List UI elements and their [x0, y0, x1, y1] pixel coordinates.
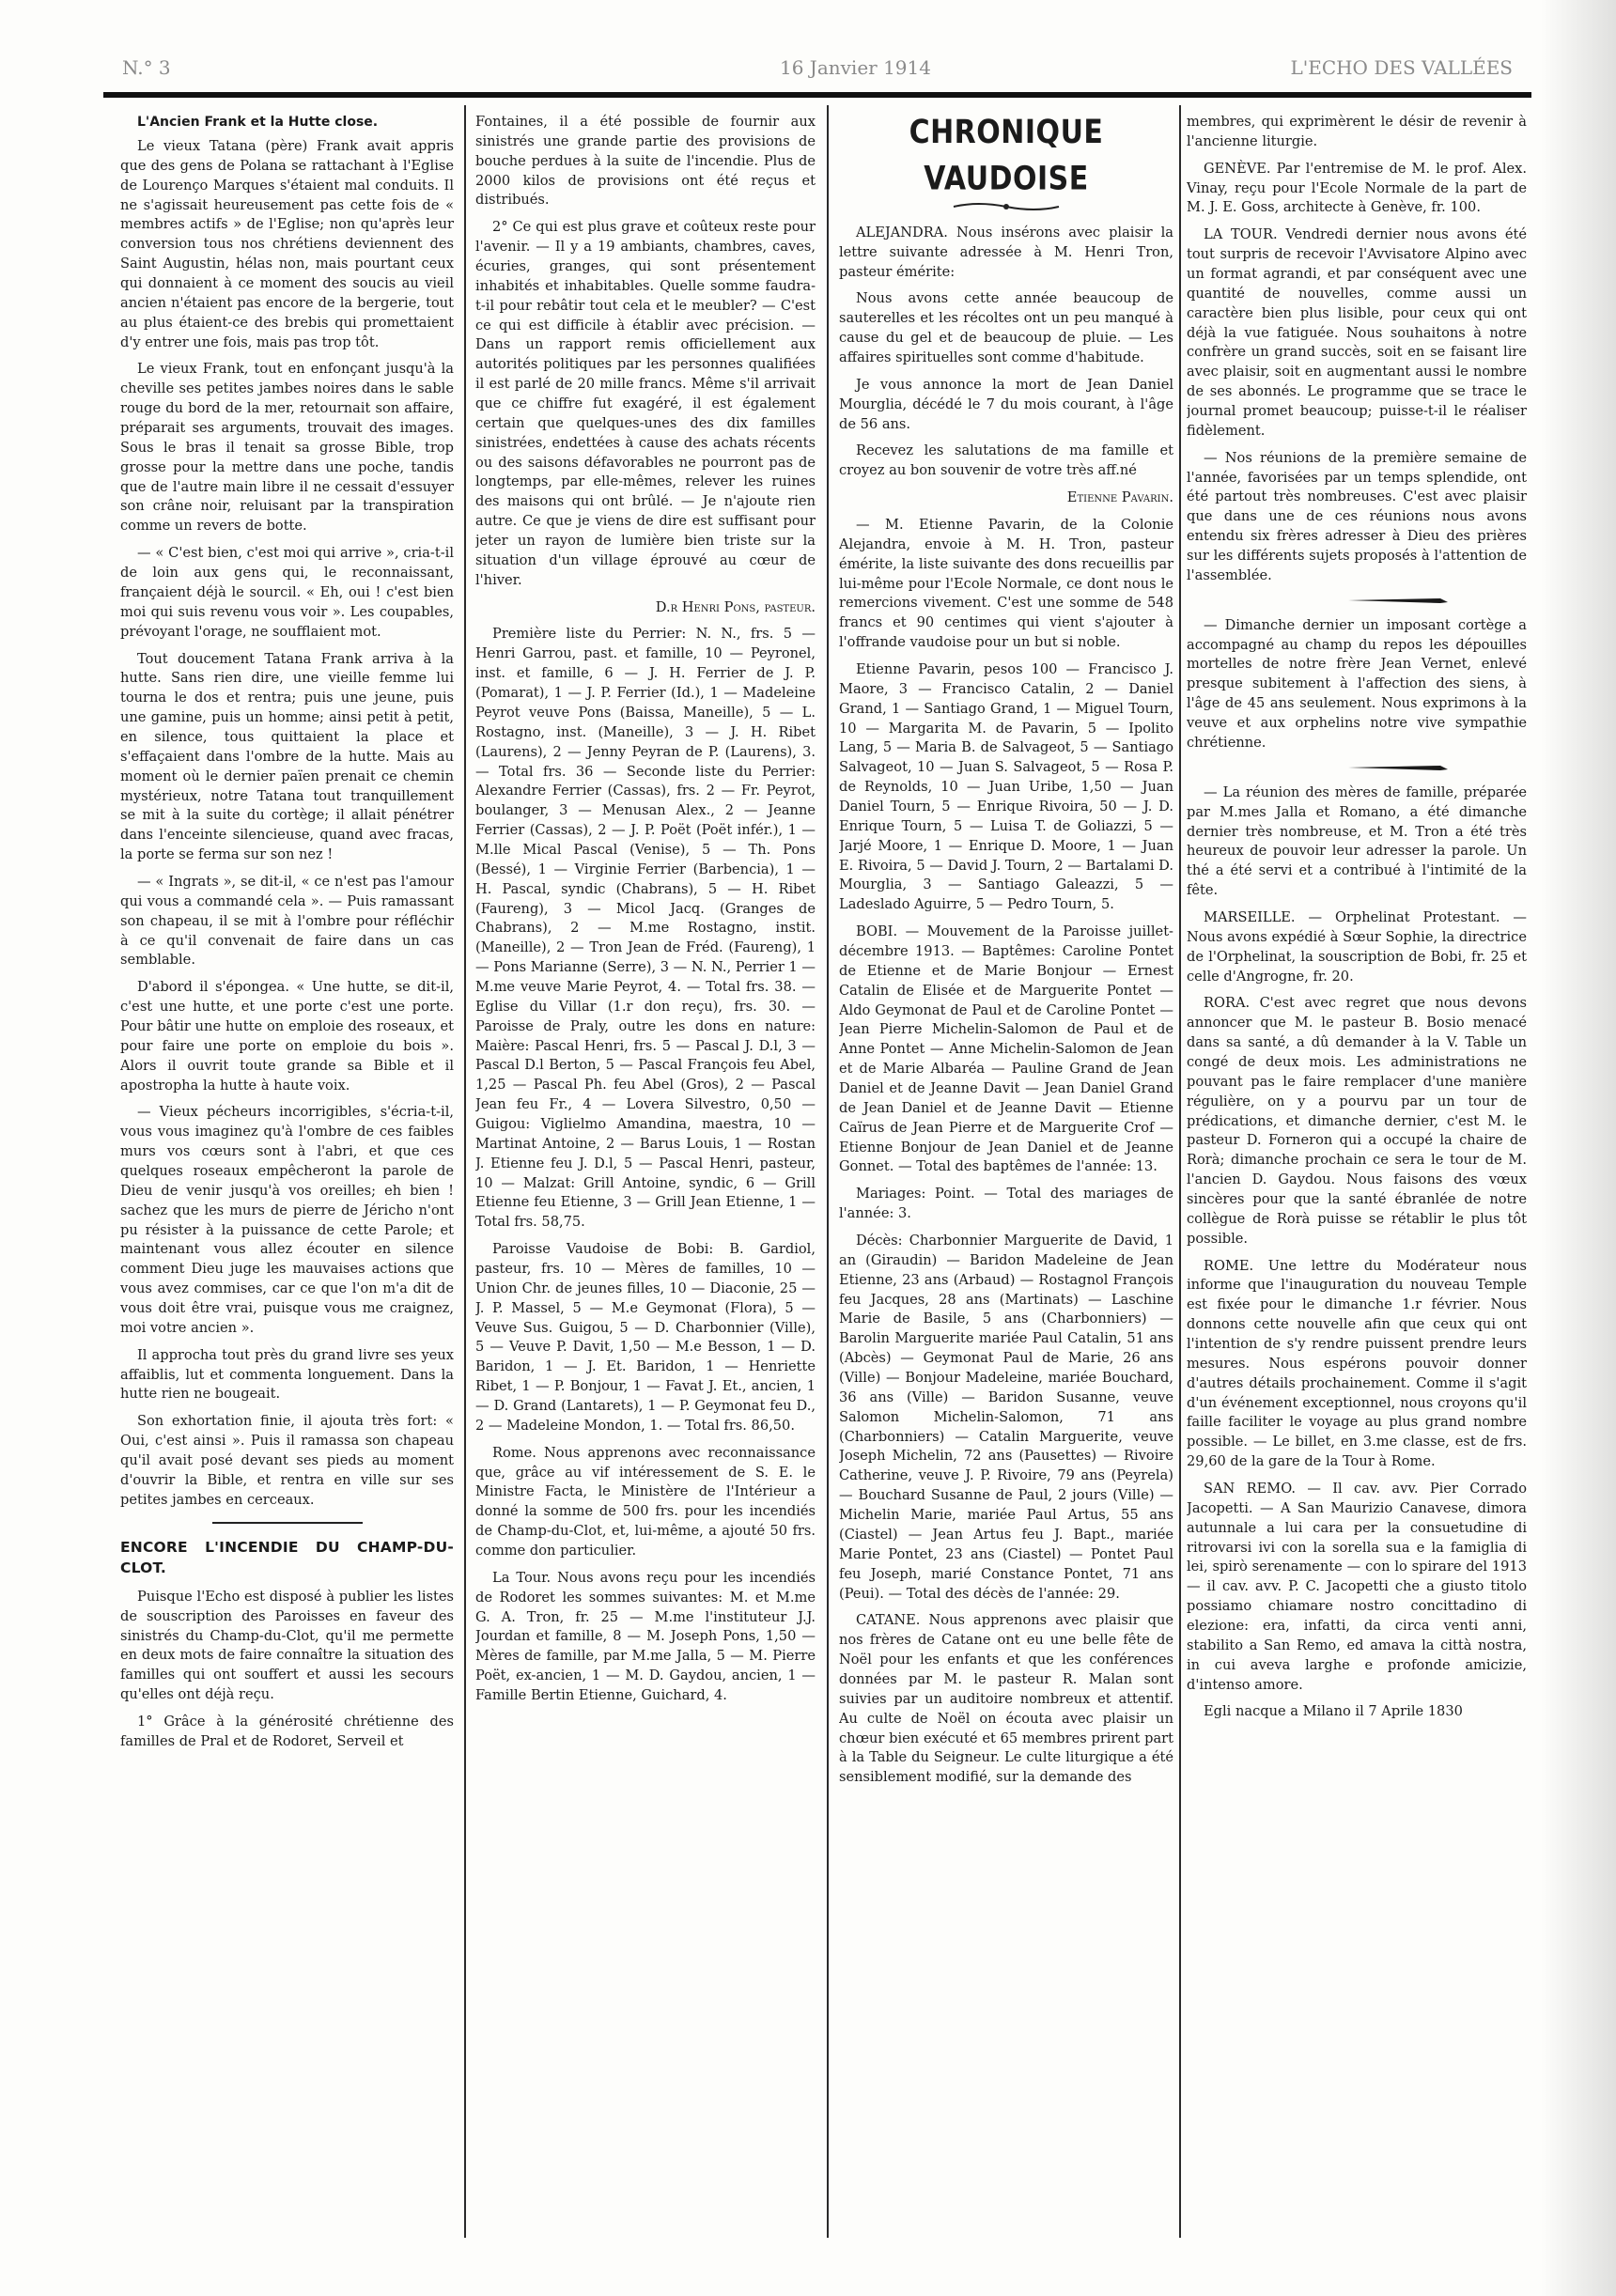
paragraph: — La réunion des mères de famille, préparée par M.mes Jalla et Romano, a été dimanche dernier très nombreuse, et M. Tron a été très heureux de pouvoir leur adresser la parole. Un thé a été servi et a contribué à l'intimité de la fête. [1187, 783, 1527, 899]
pen-stroke-icon [1346, 761, 1450, 774]
paragraph: — M. Etienne Pavarin, de la Colonie Alejandra, envoie à M. H. Tron, pasteur émérite, la liste suivante des dons recueillis par lui-même pour l'Ecole Normale, ce dont nous le remercions vivement. C'est une somme de 548 francs et 90 centimes qui vient s'ajouter à l'offrande vaudoise pour un but si noble. [839, 516, 1173, 651]
column-3 [839, 113, 1173, 2236]
paragraph: Paroisse Vaudoise de Bobi: B. Gardiol, pasteur, frs. 10 — Mères de familles, 10 — Union Chr. de jeunes filles, 10 — Diaconie, 25 — J. P. Massel, 5 — M.e Geymonat (Flora), 5 — Veuve Sus. Guigou, 5 — D. Charbonnier (Ville), 5 — Veuve P. Davit, 1,50 — M.e Besson, 1 — D. Baridon, 1 — J. Et. Baridon, 1 — Henriette Ribet, 1 — P. Bonjour, 1 — Favat J. Et., ancien, 1 — D. Grand (Lantarets), 1 — P. Geymonat feu D., 2 — Madeleine Mondon, 1. — Total frs. 86,50. [475, 1241, 816, 1434]
paragraph: LA TOUR. Vendredi dernier nous avons été tout surpris de recevoir l'Avvisatore Alpino avec un format agrandi, et par conséquent avec une quantité de nouvelles, comme aussi un caractère bien plus lisible, pour ceux qui ont déjà la vue fatiguée. Nous souhaitons à notre confrère un grand succès, soit en se faisant lire avec plaisir, soit en augmentant aussi le nombre de ses abonnés. Le programme que se trace le journal promet beaucoup; puisse-t-il le réaliser fidèlement. [1187, 226, 1527, 439]
column-divider [1179, 105, 1181, 2238]
paragraph: Etienne Pavarin, pesos 100 — Francisco J. Maore, 3 — Francisco Catalin, 2 — Daniel Grand, 1 — Santiago Grand, 1 — Miguel Tourn, 10 — Margarita M. de Pavarin, 5 — Ipolito Lang, 5 — Maria B. de Salvageot, 5 — Santiago Salvageot, 10 — Juan S. Salvageot, 5 — Rosa P. de Reynolds, 10 — Juan Uribe, 1,50 — Juan Daniel Tourn, 5 — Enrique Rivoira, 50 — J. D. Enrique Tourn, 5 — Luisa T. de Goliazzi, 5 — Jarjé Moore, 1 — Enrique D. Moore, 1 — Juan E. Rivoira, 5 — David J. Tourn, 2 — Bartalami D. Mourglia, 3 — Santiago Galeazzi, 5 — Ladeslado Aguirre, 5 — Pedro Tourn, 5. [839, 660, 1173, 913]
paragraph: — « C'est bien, c'est moi qui arrive », cria-t-il de loin aux gens qui, le reconnaissant, françaient déjà le sourcil. « Eh, oui ! c'est bien moi qui suis revenu vous voir ». Les coupables, prévoyant l'orage, ne soufflaient mot. [120, 545, 454, 640]
column-divider [827, 105, 829, 2238]
paragraph: Mariages: Point. — Total des mariages de l'année: 3. [839, 1186, 1173, 1222]
paragraph: — Nos réunions de la première semaine de l'année, favorisées par un temps splendide, ont été partout très nombreuses. C'est avec plaisir que dans une de ces réunions nous avons entendu six frères adresser à Dieu des prières sur les différents sujets proposés à l'attention de l'assemblée. [1187, 449, 1527, 583]
column-2 [475, 113, 816, 2236]
pen-stroke-icon [1346, 594, 1450, 607]
column-1 [120, 113, 454, 2236]
paragraph: Son exhortation finie, il ajouta très fort: « Oui, c'est ainsi ». Puis il ramassa son chapeau qu'il avait posé devant ses pieds au moment d'ouvrir la Bible, et rentra en ville sur ses petites jambes en cerceaux. [120, 1413, 454, 1508]
paragraph: Tout doucement Tatana Frank arriva à la hutte. Sans rien dire, une vieille femme lui tourna le dos et rentra; puis une jeune, puis une gamine, puis un homme; ainsi petit à petit, en silence, tous quittaient la place et s'effaçaient dans l'ombre de la hutte. Mais au moment où le dernier païen prenait ce chemin mystérieux, notre Tatana tout tranquillement se mit à la suite du cortège; il allait pénétrer dans l'enceinte silencieuse, quand avec fracas, la porte se ferma sur son nez ! [120, 650, 454, 863]
header-rule [103, 92, 1531, 98]
paragraph: Nous avons cette année beaucoup de sauterelles et les récoltes ont un peu manqué à cause du gel et de beaucoup de pluie. — Les affaires spirituelles sont comme d'habitude. [839, 290, 1173, 365]
column-4 [1187, 113, 1527, 2236]
paragraph: Le vieux Tatana (père) Frank avait appris que des gens de Polana se rattachant à l'Eglise de Lourenço Marques s'étaient mal conduits. Il ne s'agissait heureusement pas cette fois de « membres actifs » de l'Eglise; non qu'après leur conversion tous nos chrétiens deviennent des Saint Augustin, hélas non, mais pourtant ceux qui donnaient à ce moment des soucis au vieil ancien n'étaient pas encore de la bergerie, tout au plus étaient-ce des brebis qui promettaient d'y entrer une fois, mais pas trop tôt. [120, 138, 454, 350]
paragraph: membres, qui exprimèrent le désir de revenir à l'ancienne liturgie. [1187, 114, 1527, 149]
section-title: CHRONIQUE VAUDOISE [909, 114, 1104, 198]
paragraph: Recevez les salutations de ma famille et croyez au bon souvenir de votre très aff.né [839, 442, 1173, 479]
paragraph: MARSEILLE. — Orphelinat Protestant. — Nous avons expédié à Sœur Sophie, la directrice de l'Orphelinat, la souscription de Bobi, fr. 25 et celle d'Angrogne, fr. 20. [1187, 908, 1527, 985]
article-title: L'Ancien Frank et la Hutte close. [137, 115, 379, 130]
separator-rule [212, 1522, 363, 1524]
paragraph: Fontaines, il a été possible de fournir aux sinistrés une grande partie des provisions de bouche perdues à la suite de l'incendie. Plus de 2000 kilos de provisions ont été reçus et distribués. [475, 114, 816, 209]
section-title: ENCORE L'INCENDIE DU CHAMP-DU-CLOT. [120, 1538, 454, 1576]
paragraph: Il approcha tout près du grand livre ses yeux affaiblis, lut et commenta longuement. Dans la hutte rien ne bougeait. [120, 1346, 454, 1403]
page-edge-shadow [1541, 0, 1616, 2296]
paragraph: — Dimanche dernier un imposant cortège a accompagné au champ du repos les dépouilles mortelles de notre frère Jean Vernet, enlevé presque subitement à l'affection des siens, à l'âge de 45 ans seulement. Nous exprimons à la veuve et aux orphelins notre vive sympathie chrétienne. [1187, 616, 1527, 751]
paragraph: CATANE. Nous apprenons avec plaisir que nos frères de Catane ont eu une belle fête de Noël pour les enfants et que les conférences données par M. le pasteur R. Malan sont suivies par un auditoire nombreux et attentif. Au culte de Noël on écouta avec plaisir un chœur bien exécuté et 65 membres prirent part à la Table du Seigneur. Le culte liturgique a été sensiblement modifié, sur la demande des [839, 1612, 1173, 1786]
signature: D.r Henri Pons, pasteur. [655, 598, 816, 615]
paragraph: — « Ingrats », se dit-il, « ce n'est pas l'amour qui vous a commandé cela ». — Puis ramassant son chapeau, il se mit à l'ombre pour réfléchir à ce qu'il convenait de faire dans un cas semblable. [120, 873, 454, 969]
paragraph: ALEJANDRA. Nous insérons avec plaisir la lettre suivante adressée à M. Henri Tron, pasteur émérite: [839, 224, 1173, 280]
paragraph: SAN REMO. — Il cav. avv. Pier Corrado Jacopetti. — A San Maurizio Canavese, dimora autunnale a lui cara per la consuetudine di ritrovarsi ivi con la sorella sua e la famiglia di lei, spirò serenamente — con lo spirare del 1913 — il cav. avv. P. C. Jacopetti che a giusto titolo possiamo chiamare nostro concittadino di elezione: era, infatti, da circa venti anni, stabilito a San Remo, ed amava la città nostra, in cui aveva larghe e profonde amicizie, d'intenso amore. [1187, 1481, 1527, 1693]
paragraph: La Tour. Nous avons reçu pour les incendiés de Rodoret les sommes suivantes: M. et M.me G. A. Tron, fr. 25 — M.me l'instituteur J.J. Jourdan et famille, 8 — M. Joseph Pons, 1,50 — Mères de famille, par M.me Jalla, 5 — M. Pierre Poët, ex-ancien, 1 — M. D. Gaydou, ancien, 1 — Famille Bertin Etienne, Guichard, 4. [475, 1569, 816, 1704]
paragraph: Le vieux Frank, tout en enfonçant jusqu'à la cheville ses petites jambes noires dans le sable rouge du bord de la mer, retournait son affaire, préparait ses arguments, trouvait des images. Sous le bras il tenait sa grosse Bible, trop grosse pour la mettre dans une poche, tandis que de l'autre main libre il ne cessait d'essuyer son crâne noir, reluisant par la transpiration comme un revers de botte. [120, 361, 454, 535]
paragraph: 1° Grâce à la générosité chrétienne des familles de Pral et de Rodoret, Serveil et [120, 1714, 454, 1749]
paragraph: Egli nacque a Milano il 7 Aprile 1830 [1204, 1703, 1463, 1720]
paragraph: Première liste du Perrier: N. N., frs. 5 — Henri Garrou, past. et famille, 10 — Peyronel, inst. et famille, 6 — J. H. Ferrier de J. P. (Pomarat), 1 — J. P. Ferrier (Id.), 1 — Madeleine Peyrot veuve Pons (Baissa, Maneille), 5 — L. Rostagno, inst. (Maneille), 3 — J. H. Ribet (Laurens), 2 — Jenny Peyran de P. (Laurens), 3. — Total frs. 36 — Seconde liste du Perrier: Alexandre Ferrier (Cassas), frs. 2 — Fr. Peyrot, boulanger, 3 — Menusan Alex., 2 — Jeanne Ferrier (Cassas), 2 — J. P. Poët (Poët infér.), 1 — M.lle Mical Pascal (Venise), 5 — Th. Pons (Bessé), 1 — Virginie Ferrier (Barbencia), 1 — H. Pascal, syndic (Chabrans), 5 — H. Ribet (Faureng), 3 — Micol Jacq. (Granges de Chabrans), 2 — M.me Rostagno, instit. (Maneille), 2 — Tron Jean de Fréd. (Faureng), 1 — Pons Marianne (Serre), 3 — N. N., Perrier 1 — M.me veuve Marie Peyrot, 4. — Total frs. 38. — Eglise du Villar (1.r don reçu), frs. 30. — Paroisse de Praly, outre les dons en nature: Maière: Pascal Henri, frs. 5 — Pascal J. D.l, 3 — Pascal D.l Berton, 5 — Pascal François feu Abel, 1,25 — Pascal Ph. feu Abel (Gros), 2 — Pascal Jean feu Fr., 4 — Lovera Silvestro, 0,50 — Guigou: Viglielmo Amandina, maestra, 10 — Martinat Antoine, 2 — Barus Louis, 1 — Rostan J. Etienne feu J. D.l, 5 — Pascal Henri, pasteur, 10 — Malzat: Grill Antoine, syndic, 6 — Grill Etienne feu Etienne, 3 — Grill Jean Etienne, 1 — Total frs. 58,75. [475, 626, 816, 1231]
paragraph: Décès: Charbonnier Marguerite de David, 1 an (Giraudin) — Baridon Madeleine de Jean Etienne, 23 ans (Arbaud) — Rostagnol François feu Jacques, 28 ans (Martinats) — Laschine Marie de Basile, 5 ans (Charbonniers) — Barolin Marguerite mariée Paul Catalin, 51 ans (Abcès) — Geymonat Paul de Marie, 26 ans (Ville) — Bonjour Madeleine, mariée Bouchard, 36 ans (Ville) — Baridon Susanne, veuve Salomon Michelin-Salomon, 71 ans (Charbonniers) — Catalin Marguerite, veuve Joseph Michelin, 72 ans (Pausettes) — Rivoire Catherine, veuve J. P. Rivoire, 79 ans (Peyrela) — Bouchard Susanne de Paul, 2 jours (Ville) — Michelin Marie, mariée Paul Artus, 55 ans (Ciastel) — Jean Artus feu J. Bapt., mariée Marie Pontet, 23 ans (Ciastel) — Pontet Paul feu Joseph, marié Constance Pontet, 71 ans (Peui). — Total des décès de l'année: 29. [839, 1233, 1173, 1602]
paragraph: GENÈVE. Par l'entremise de M. le prof. Alex. Vinay, reçu pour l'Ecole Normale de la part de M. J. E. Goss, architecte à Genève, fr. 100. [1187, 160, 1527, 216]
paragraph: D'abord il s'épongea. « Une hutte, se dit-il, c'est une hutte, et une porte c'est une porte. Pour bâtir une hutte on emploie des roseaux, et pour faire une porte on emploie du bois ». Alors il ouvrit toute grande sa Bible et il apostropha la hutte à haute voix. [120, 979, 454, 1094]
paragraph: 2° Ce qui est plus grave et coûteux reste pour l'avenir. — Il y a 19 ambiants, chambres, caves, écuries, granges, qui sont présentement inhabités et inhabitables. Quelle somme faudra-t-il pour rebâtir tout cela et le meubler? — C'est ce qui est difficile à établir avec précision. — Dans un rapport remis officiellement aux autorités politiques par les personnes qualifiées il est parlé de 20 mille francs. Même s'il arrivait que ce chiffre fut exagéré, il est également certain que quelques-unes des dix familles sinistrées, endettées à cause des achats récents ou des saisons défavorables ne pourront pas de longtemps, par elle-mêmes, relever les ruines des maisons qui ont brûlé. — Je n'ajoute rien autre. Ce que je viens de dire est suffisant pour jeter un rayon de lumière bien triste sur la situation d'un village éprouvé au cœur de l'hiver. [475, 219, 816, 588]
paper-title: L'ECHO DES VALLÉES [1290, 56, 1513, 79]
issue-date: 16 Janvier 1914 [780, 56, 931, 79]
paragraph: BOBI. — Mouvement de la Paroisse juillet-décembre 1913. — Baptêmes: Caroline Pontet de Etienne et de Marie Bonjour — Ernest Catalin de Elisée et de Marguerite Pontet — Aldo Geymonat de Paul et de Caroline Pontet — Jean Pierre Michelin-Salomon de Paul et de Anne Pontet — Anne Michelin-Salomon de Jean et de Marie Albaréa — Pauline Grand de Jean Daniel et de Jeanne Davit — Jean Daniel Grand de Jean Daniel et de Jeanne Davit — Etienne Caïrus de Jean Pierre et de Marguerite Crof — Etienne Bonjour de Jean Daniel et de Jeanne Gonnet. — Total des baptêmes de l'année: 13. [839, 923, 1173, 1175]
paragraph: Puisque l'Echo est disposé à publier les listes de souscription des Paroisses en faveur des sinistrés du Champ-du-Clot, qu'il me permette en deux mots de faire connaître la situation des familles qui ont souffert et aussi les secours qu'elles ont déjà reçu. [120, 1588, 454, 1703]
column-divider [464, 105, 466, 2238]
paragraph: — Vieux pécheurs incorrigibles, s'écria-t-il, vous vous imaginez qu'à l'ombre de ces faibles murs vos cœurs sont à l'abri, et que ces quelques roseaux empêcheront la parole de Dieu de venir jusqu'à vos oreilles; eh bien ! sachez que les murs de pierre de Jéricho n'ont pu résister à la puissance de cette Parole; et maintenant vous allez écouter en silence comment Dieu juge les mauvaises actions que vous avez commises, car ce que l'on m'a dit de vous doit être vrai, puisque vous me craignez, moi votre ancien ». [120, 1104, 454, 1336]
signature: Etienne Pavarin. [1066, 489, 1173, 506]
running-head [103, 53, 1531, 94]
page-number: N.° 3 [122, 56, 171, 79]
paragraph: Je vous annonce la mort de Jean Daniel Mourglia, décédé le 7 du mois courant, à l'âge de 56 ans. [839, 376, 1173, 432]
paragraph: Rome. Nous apprenons avec reconnaissance que, grâce au vif intéressement de S. E. le Ministre Facta, le Ministère de l'Intérieur a donné la somme de 500 frs. pour les incendiés de Champ-du-Clot, et, lui-même, a ajouté 50 frs. comme don particulier. [475, 1444, 816, 1559]
paragraph: ROME. Une lettre du Modérateur nous informe que l'inauguration du nouveau Temple est fixée pour le dimanche 1.r février. Nous donnons cette nouvelle afin que ceux qui ont l'intention de s'y rendre puissent prendre leurs mesures. Nous espérons pouvoir donner d'autres détails prochainement. Comme il s'agit d'un événement exceptionnel, nous croyons qu'il faille faciliter le voyage au plus grand nombre possible. — Le billet, en 3.me classe, est de frs. 29,60 de la gare de la Tour à Rome. [1187, 1257, 1527, 1470]
paragraph: RORA. C'est avec regret que nous devons annoncer que M. le pasteur B. Bosio menacé dans sa santé, a dû demander à la V. Table un congé de deux mois. Les administrations ne pouvant pas le faire remplacer d'une manière régulière, on y a pourvu par un tour de prédications, et dimanche dernier, c'est M. le pasteur D. Forneron qui a occupé la chaire de Rorà; dimanche prochain ce sera le tour de M. l'ancien D. Gaydou. Nous faisons des vœux sincères pour que la santé ébranlée de notre collègue de Rorà puisse se rétablir le plus tôt possible. [1187, 995, 1527, 1247]
